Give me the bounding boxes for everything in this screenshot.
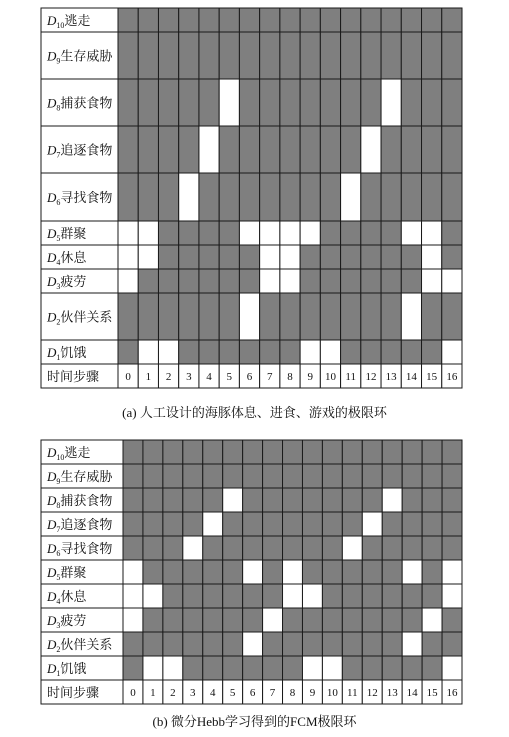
- figure_a-step-number: 9: [307, 371, 313, 383]
- concept-symbol: D: [47, 345, 57, 360]
- figure_b-cell-r9-c14: [402, 656, 422, 680]
- figure_b-cell-r9-c0: [123, 656, 143, 680]
- figure_a-step-number: 6: [246, 371, 253, 383]
- figure_b-cell-r5-c10: [322, 560, 342, 584]
- figure_b-cell-r6-c5: [223, 584, 243, 608]
- concept-label: 群聚: [60, 565, 87, 580]
- figure_b-step-number: 13: [386, 687, 398, 699]
- figure_b-cell-r7-c6: [243, 608, 263, 632]
- concept-label: 疲劳: [60, 274, 87, 289]
- concept-symbol: D: [47, 469, 57, 484]
- figure_b-cell-r2-c0: [123, 488, 143, 512]
- figure_b-cell-r4-c5: [223, 536, 243, 560]
- concept-symbol: D: [47, 190, 57, 205]
- figure_b-cell-r0-c8: [283, 440, 303, 464]
- figure_b-cell-r3-c14: [402, 512, 422, 536]
- figure_a-step-number: 16: [446, 371, 458, 383]
- figure_b-cell-r2-c11: [342, 488, 362, 512]
- figure_b-cell-r9-c1: [143, 656, 163, 680]
- figure_b-step-number: 5: [229, 687, 236, 699]
- concept-label: 休息: [60, 250, 87, 265]
- figure_b-cell-r4-c1: [143, 536, 163, 560]
- concept-symbol: D: [47, 13, 57, 28]
- concept-symbol: D: [47, 541, 57, 556]
- concept-subscript: 5: [56, 573, 61, 582]
- figure_b-cell-r4-c2: [163, 536, 183, 560]
- concept-subscript: 8: [56, 103, 61, 113]
- figure_b-cell-r1-c15: [422, 464, 442, 488]
- figure_b-cell-r3-c15: [422, 512, 442, 536]
- figure_b-step-number: 15: [426, 687, 438, 699]
- concept-subscript: 1: [56, 353, 61, 362]
- figure_b-cell-r6-c16: [442, 584, 462, 608]
- figure_b-cell-r7-c14: [402, 608, 422, 632]
- figure_b-step-number: 12: [366, 687, 378, 699]
- figure_b-cell-r2-c15: [422, 488, 442, 512]
- figure_b-cell-r0-c0: [123, 440, 143, 464]
- concept-label: 休息: [60, 589, 87, 604]
- figure_b-cell-r9-c10: [322, 656, 342, 680]
- concept-subscript: 1: [56, 669, 61, 678]
- figure_b-cell-r1-c9: [302, 464, 322, 488]
- figure_b-cell-r0-c12: [362, 440, 382, 464]
- figure_b-cell-r1-c0: [123, 464, 143, 488]
- figure_b-cell-r4-c14: [402, 536, 422, 560]
- figure_b-cell-r8-c4: [203, 632, 223, 656]
- concept-label: 寻找食物: [60, 541, 113, 556]
- figure_b-cell-r5-c14: [402, 560, 422, 584]
- figure_b-cell-r2-c9: [302, 488, 322, 512]
- figure_b-cell-r0-c6: [243, 440, 263, 464]
- figure_b-cell-r7-c10: [322, 608, 342, 632]
- figure_b-cell-r5-c6: [243, 560, 263, 584]
- figure_b-cell-r4-c9: [302, 536, 322, 560]
- figure_b-cell-r9-c15: [422, 656, 442, 680]
- figure_b-row-label: [46, 661, 86, 678]
- figure_b-cell-r8-c13: [382, 632, 402, 656]
- figure_b-cell-r7-c16: [442, 608, 462, 632]
- figure_b-cell-r5-c11: [342, 560, 362, 584]
- figure_b-cell-r1-c5: [223, 464, 243, 488]
- figure_b-cell-r3-c6: [243, 512, 263, 536]
- figure_b-cell-r5-c9: [302, 560, 322, 584]
- figure_b-cell-r3-c13: [382, 512, 402, 536]
- figure_b-cell-r0-c9: [302, 440, 322, 464]
- figure_b-cell-r4-c3: [183, 536, 203, 560]
- figure_b-cell-r8-c2: [163, 632, 183, 656]
- concept-symbol: D: [47, 613, 57, 628]
- concept-subscript: 4: [56, 597, 61, 606]
- figure_b-cell-r2-c4: [203, 488, 223, 512]
- figure_b-cell-r8-c6: [243, 632, 263, 656]
- figure_b-cell-r3-c12: [362, 512, 382, 536]
- figure_b-cell-r0-c1: [143, 440, 163, 464]
- figure_b-step-number: 10: [326, 687, 338, 699]
- figure_a-step-number: 14: [405, 371, 417, 383]
- figure_b-row-label: [46, 541, 112, 558]
- figure_b-cell-r1-c10: [322, 464, 342, 488]
- figure_b-step-number: 2: [170, 687, 176, 699]
- concept-symbol: D: [47, 517, 57, 532]
- figure_b-step-number: 0: [130, 687, 136, 699]
- concept-label: 饥饿: [60, 345, 87, 360]
- concept-symbol: D: [47, 565, 57, 580]
- concept-subscript: 2: [56, 317, 61, 327]
- figure_b-cell-r3-c8: [283, 512, 303, 536]
- figure_b-row-label: [46, 637, 112, 654]
- figure_b-cell-r6-c12: [362, 584, 382, 608]
- figure_b-cell-r1-c12: [362, 464, 382, 488]
- concept-label: 群聚: [60, 226, 87, 241]
- concept-subscript: 7: [56, 525, 61, 534]
- figure_b-step-number: 6: [249, 687, 256, 699]
- concept-label: 寻找食物: [60, 190, 113, 205]
- figure_b-cell-r3-c0: [123, 512, 143, 536]
- figure_b-step-number: 7: [269, 687, 276, 699]
- figure_b-cell-r6-c11: [342, 584, 362, 608]
- figure_b-cell-r1-c8: [283, 464, 303, 488]
- figure_b-cell-r0-c7: [263, 440, 283, 464]
- figure_b-cell-r4-c15: [422, 536, 442, 560]
- figure_a-step-number: 2: [165, 371, 172, 383]
- figure_b-cell-r1-c16: [442, 464, 462, 488]
- figure_b-cell-r7-c11: [342, 608, 362, 632]
- concept-symbol: D: [47, 493, 57, 508]
- figure_a-step-number: 10: [324, 371, 336, 383]
- concept-label: 捕获食物: [60, 95, 113, 111]
- concept-subscript: 6: [56, 198, 61, 207]
- figure_b-cell-r8-c12: [362, 632, 382, 656]
- figure_b-cell-r7-c12: [362, 608, 382, 632]
- figure_b-cell-r2-c3: [183, 488, 203, 512]
- figure_b-cell-r9-c8: [283, 656, 303, 680]
- figure_b-cell-r8-c10: [322, 632, 342, 656]
- figure_b-cell-r0-c10: [322, 440, 342, 464]
- figure_b-cell-r2-c2: [163, 488, 183, 512]
- figure_b-cell-r5-c0: [123, 560, 143, 584]
- figure_b-cell-r7-c2: [163, 608, 183, 632]
- concept-subscript: 10: [56, 21, 65, 30]
- figure_b-cell-r9-c13: [382, 656, 402, 680]
- figure_b-cell-r6-c14: [402, 584, 422, 608]
- figure_b-cell-r7-c0: [123, 608, 143, 632]
- concept-subscript: 9: [56, 56, 61, 66]
- figure_b-cell-r7-c13: [382, 608, 402, 632]
- figure_b-step-label: 时间步骤: [47, 685, 100, 700]
- figure_b-cell-r5-c16: [442, 560, 462, 584]
- concept-subscript: 7: [56, 150, 61, 160]
- figure_b-cell-r8-c7: [263, 632, 283, 656]
- concept-symbol: D: [47, 142, 57, 158]
- figure_b-cell-r4-c11: [342, 536, 362, 560]
- figure_a-step-number: 0: [125, 371, 131, 383]
- figure_b-cell-r7-c7: [263, 608, 283, 632]
- figure_b-cell-r8-c11: [342, 632, 362, 656]
- figure_a-step-number: 7: [267, 371, 273, 383]
- figure_b-cell-r2-c5: [223, 488, 243, 512]
- figure_b-cell-r8-c5: [223, 632, 243, 656]
- figure_b-cell-r4-c13: [382, 536, 402, 560]
- figure_b-cell-r2-c13: [382, 488, 402, 512]
- figure_b-row-label: [46, 613, 86, 630]
- figure_b-cell-r9-c5: [223, 656, 243, 680]
- figure_b-cell-r2-c1: [143, 488, 163, 512]
- figure_b-cell-r3-c7: [263, 512, 283, 536]
- figure_b-cell-r0-c4: [203, 440, 223, 464]
- figure_b-cell-r0-c11: [342, 440, 362, 464]
- figure_b-cell-r6-c15: [422, 584, 442, 608]
- figure_b-cell-r1-c2: [163, 464, 183, 488]
- figure-b-caption: (b) 微分Hebb学习得到的FCM极限环: [152, 714, 357, 729]
- figure_b-cell-r3-c3: [183, 512, 203, 536]
- figure_b-cell-r7-c9: [302, 608, 322, 632]
- figure_b-cell-r9-c9: [302, 656, 322, 680]
- figure_b-cell-r5-c5: [223, 560, 243, 584]
- concept-symbol: D: [47, 274, 57, 289]
- figure_b-cell-r7-c3: [183, 608, 203, 632]
- figure_b-cell-r6-c9: [302, 584, 322, 608]
- figure_b-cell-r1-c3: [183, 464, 203, 488]
- figure_b-cell-r8-c3: [183, 632, 203, 656]
- concept-symbol: D: [47, 445, 57, 460]
- concept-label: 捕获食物: [60, 493, 113, 508]
- concept-symbol: D: [47, 589, 57, 604]
- figure_b-cell-r7-c8: [283, 608, 303, 632]
- concept-label: 生存威胁: [60, 48, 113, 64]
- concept-subscript: 5: [56, 234, 61, 243]
- figure_b-cell-r0-c5: [223, 440, 243, 464]
- figure_b-cell-r1-c4: [203, 464, 223, 488]
- figure_b-step-number: 9: [309, 687, 316, 699]
- figure_b-cell-r0-c16: [442, 440, 462, 464]
- figure_b-cell-r0-c15: [422, 440, 442, 464]
- figure_b-cell-r6-c4: [203, 584, 223, 608]
- figure_b-cell-r1-c6: [243, 464, 263, 488]
- figure_a-step-number: 4: [206, 371, 212, 383]
- figure_a-step-number: 5: [226, 371, 233, 383]
- figure_b-cell-r0-c3: [183, 440, 203, 464]
- figure_a-step-number: 13: [385, 371, 397, 383]
- figure_a-step-label: 时间步骤: [47, 369, 100, 384]
- figure_b-step-number: 1: [150, 687, 156, 699]
- figure_b-cell-r1-c1: [143, 464, 163, 488]
- figure_b-cell-r4-c4: [203, 536, 223, 560]
- concept-symbol: D: [47, 48, 57, 64]
- figure_b-cell-r8-c14: [402, 632, 422, 656]
- figure_b-cell-r5-c8: [283, 560, 303, 584]
- figure_b-cell-r9-c2: [163, 656, 183, 680]
- concept-label: 生存威胁: [60, 469, 113, 484]
- figure_b-cell-r2-c8: [283, 488, 303, 512]
- concept-label: 伙伴关系: [60, 637, 113, 652]
- figure_b-cell-r5-c4: [203, 560, 223, 584]
- concept-label: 追逐食物: [60, 517, 113, 532]
- figure_b-cell-r8-c1: [143, 632, 163, 656]
- figure_b-cell-r7-c1: [143, 608, 163, 632]
- concept-subscript: 10: [56, 453, 65, 462]
- concept-subscript: 8: [56, 501, 61, 510]
- figure_a-step-number: 11: [345, 371, 357, 383]
- figure_b-cell-r9-c11: [342, 656, 362, 680]
- figure_b-cell-r4-c7: [263, 536, 283, 560]
- figure_b-cell-r5-c1: [143, 560, 163, 584]
- figure_b-cell-r1-c7: [263, 464, 283, 488]
- figure_b-cell-r9-c7: [263, 656, 283, 680]
- figure_b-cell-r7-c4: [203, 608, 223, 632]
- figure-a-caption: (a) 人工设计的海豚体息、进食、游戏的极限环: [122, 405, 387, 420]
- concept-label: 逃走: [64, 445, 91, 460]
- figure_b-cell-r6-c1: [143, 584, 163, 608]
- concept-label: 追逐食物: [60, 142, 113, 158]
- figure_a-step-number: 1: [145, 371, 152, 383]
- figure_b-cell-r6-c6: [243, 584, 263, 608]
- figure_b-row-label: [46, 589, 87, 606]
- figure_b-cell-r1-c11: [342, 464, 362, 488]
- concept-label: 逃走: [64, 13, 91, 28]
- figure_b-cell-r5-c2: [163, 560, 183, 584]
- figure_b-cell-r0-c14: [402, 440, 422, 464]
- figure_b-row-label: [46, 445, 90, 462]
- figure_b-step-number: 16: [446, 687, 458, 699]
- concept-label: 饥饿: [60, 661, 87, 676]
- concept-symbol: D: [47, 309, 57, 325]
- figure_b-cell-r7-c15: [422, 608, 442, 632]
- concept-symbol: D: [47, 637, 57, 652]
- figure_b-cell-r9-c4: [203, 656, 223, 680]
- figure_b-cell-r4-c10: [322, 536, 342, 560]
- figure_b-cell-r1-c13: [382, 464, 402, 488]
- figure_b-step-number: 14: [406, 687, 418, 699]
- figure_b-cell-r8-c16: [442, 632, 462, 656]
- figure_b-cell-r6-c0: [123, 584, 143, 608]
- figure_b-step-number: 4: [209, 687, 216, 699]
- figure_b-cell-r8-c0: [123, 632, 143, 656]
- figure_b-cell-r6-c10: [322, 584, 342, 608]
- figure_b-cell-r3-c9: [302, 512, 322, 536]
- concept-subscript: 4: [56, 258, 61, 267]
- figure_b-cell-r5-c15: [422, 560, 442, 584]
- figure_b-step-number: 8: [289, 687, 296, 699]
- figure_b-cell-r3-c5: [223, 512, 243, 536]
- concept-symbol: D: [47, 226, 57, 241]
- figure_b-cell-r3-c11: [342, 512, 362, 536]
- figure_b-cell-r6-c3: [183, 584, 203, 608]
- figure_b-cell-r4-c12: [362, 536, 382, 560]
- figure_b-cell-r7-c5: [223, 608, 243, 632]
- figure_b-cell-r2-c7: [263, 488, 283, 512]
- figure_b-cell-r9-c16: [442, 656, 462, 680]
- figure_b-step-number: 11: [347, 687, 358, 699]
- concept-subscript: 3: [56, 282, 61, 291]
- concept-subscript: 3: [56, 621, 61, 630]
- concept-symbol: D: [47, 250, 57, 265]
- figure_b-row-label: [46, 565, 86, 582]
- figure_b-cell-r6-c7: [263, 584, 283, 608]
- concept-label: 疲劳: [60, 613, 87, 628]
- concept-subscript: 2: [56, 645, 61, 654]
- figure_b-cell-r5-c13: [382, 560, 402, 584]
- figure_b-cell-r5-c7: [263, 560, 283, 584]
- figure_b-cell-r0-c2: [163, 440, 183, 464]
- figure_a-step-number: 15: [426, 371, 438, 383]
- figure_b-row-label: [46, 469, 113, 486]
- figure_b-cell-r9-c3: [183, 656, 203, 680]
- figure_b-cell-r0-c13: [382, 440, 402, 464]
- figure_b-cell-r4-c6: [243, 536, 263, 560]
- figure_b-cell-r8-c15: [422, 632, 442, 656]
- figure_b-cell-r4-c16: [442, 536, 462, 560]
- figure_b-cell-r3-c16: [442, 512, 462, 536]
- figure_a-step-number: 8: [287, 371, 293, 383]
- concept-symbol: D: [47, 95, 57, 111]
- figure_b-cell-r3-c2: [163, 512, 183, 536]
- figure_b-cell-r5-c12: [362, 560, 382, 584]
- figure_b-cell-r2-c6: [243, 488, 263, 512]
- figure_b-cell-r2-c14: [402, 488, 422, 512]
- figure_b-cell-r6-c13: [382, 584, 402, 608]
- concept-symbol: D: [47, 661, 57, 676]
- figure_b-cell-r4-c8: [283, 536, 303, 560]
- figure_b-cell-r2-c10: [322, 488, 342, 512]
- figure_b-cell-r2-c12: [362, 488, 382, 512]
- figure_b-cell-r2-c16: [442, 488, 462, 512]
- figure_b-cell-r8-c8: [283, 632, 303, 656]
- figure_b-cell-r5-c3: [183, 560, 203, 584]
- figure_b-cell-r4-c0: [123, 536, 143, 560]
- figure_b-cell-r6-c2: [163, 584, 183, 608]
- figure_b-cell-r9-c6: [243, 656, 263, 680]
- concept-label: 伙伴关系: [60, 309, 113, 325]
- figure_a-step-number: 12: [365, 371, 377, 383]
- concept-subscript: 9: [56, 477, 61, 486]
- figure_b-cell-r3-c10: [322, 512, 342, 536]
- figure_b-cell-r9-c12: [362, 656, 382, 680]
- figure_b-cell-r3-c4: [203, 512, 223, 536]
- figure_b-step-number: 3: [190, 687, 196, 699]
- figure_b-row-label: [46, 493, 112, 510]
- figure_b-cell-r3-c1: [143, 512, 163, 536]
- figure_b-cell-r6-c8: [283, 584, 303, 608]
- figure_b-cell-r1-c14: [402, 464, 422, 488]
- figure_b-cell-r8-c9: [302, 632, 322, 656]
- figure_a-step-number: 3: [186, 371, 192, 383]
- concept-subscript: 6: [56, 549, 61, 558]
- figure_b-row-label: [46, 517, 112, 534]
